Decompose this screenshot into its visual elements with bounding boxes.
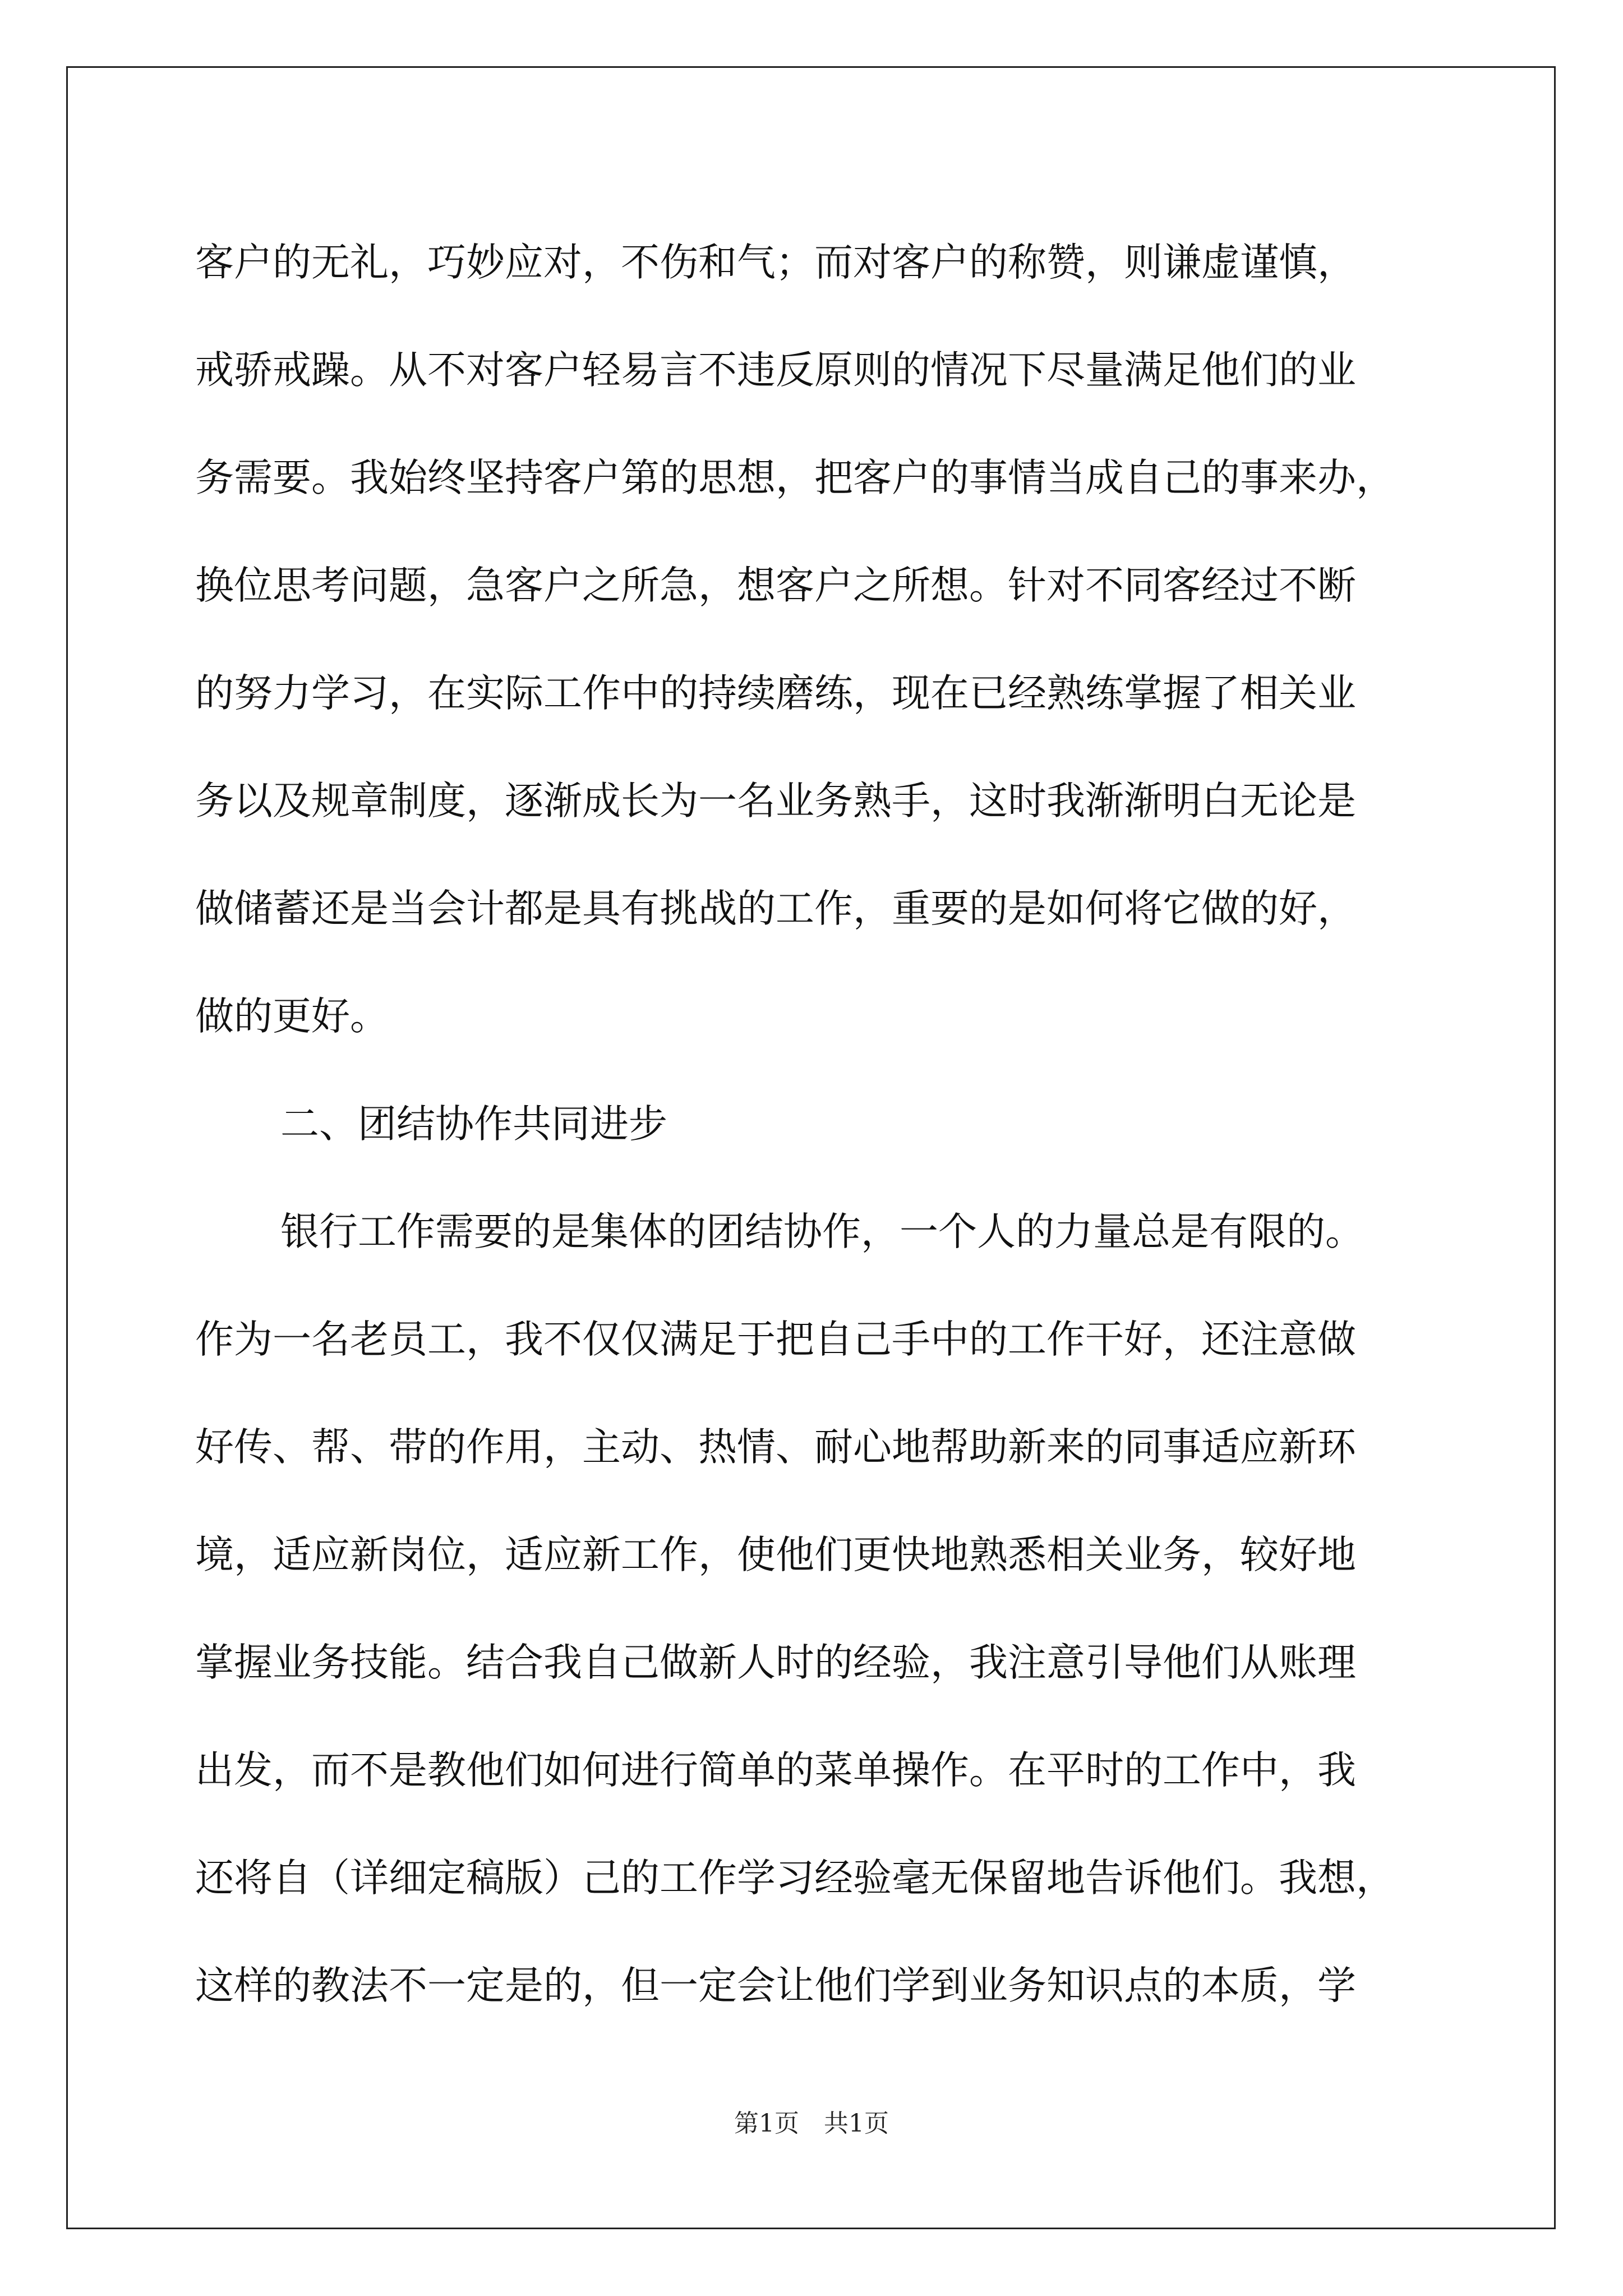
page-total: 共1页: [824, 2109, 889, 2138]
text-line: 出发，而不是教他们如何进行简单的菜单操作。在平时的工作中，我: [195, 1748, 1356, 1793]
page-number: 第1页: [734, 2109, 799, 2138]
text-line: 做储蓄还是当会计都是具有挑战的工作，重要的是如何将它做的好，: [195, 886, 1356, 931]
text-line: 务需要。我始终坚持客户第的思想，把客户的事情当成自己的事来办，: [195, 455, 1395, 500]
document-body: [195, 209, 1451, 2040]
page-footer: [0, 2107, 1623, 2141]
text-line: 换位思考问题，急客户之所急，想客户之所想。针对不同客经过不断: [195, 563, 1356, 608]
text-line: 作为一名老员工，我不仅仅满足于把自己手中的工作干好，还注意做: [195, 1317, 1356, 1362]
text-line: 好传、帮、带的作用，主动、热情、耐心地帮助新来的同事适应新环: [195, 1425, 1356, 1470]
text-line: 掌握业务技能。结合我自己做新人时的经验，我注意引导他们从账理: [195, 1640, 1356, 1685]
text-line: 客户的无礼，巧妙应对，不伤和气；而对客户的称赞，则谦虚谨慎，: [195, 240, 1356, 285]
text-line: 的努力学习，在实际工作中的持续磨练，现在已经熟练掌握了相关业: [195, 671, 1356, 716]
text-line: 务以及规章制度，逐渐成长为一名业务熟手，这时我渐渐明白无论是: [195, 779, 1356, 823]
text-line: 还将自（详细定稿版）己的工作学习经验毫无保留地告诉他们。我想，: [195, 1856, 1395, 1901]
text-line: 银行工作需要的是集体的团结协作，一个人的力量总是有限的。: [280, 1209, 1364, 1254]
text-line: 境，适应新岗位，适应新工作，使他们更快地熟悉相关业务，较好地: [195, 1533, 1356, 1577]
section-heading: 二、团结协作共同进步: [280, 1102, 667, 1147]
text-line: 做的更好。: [195, 994, 389, 1039]
text-line: 这样的教法不一定是的，但一定会让他们学到业务知识点的本质，学: [195, 1963, 1356, 2008]
text-line: 戒骄戒躁。从不对客户轻易言不违反原则的情况下尽量满足他们的业: [195, 348, 1356, 393]
